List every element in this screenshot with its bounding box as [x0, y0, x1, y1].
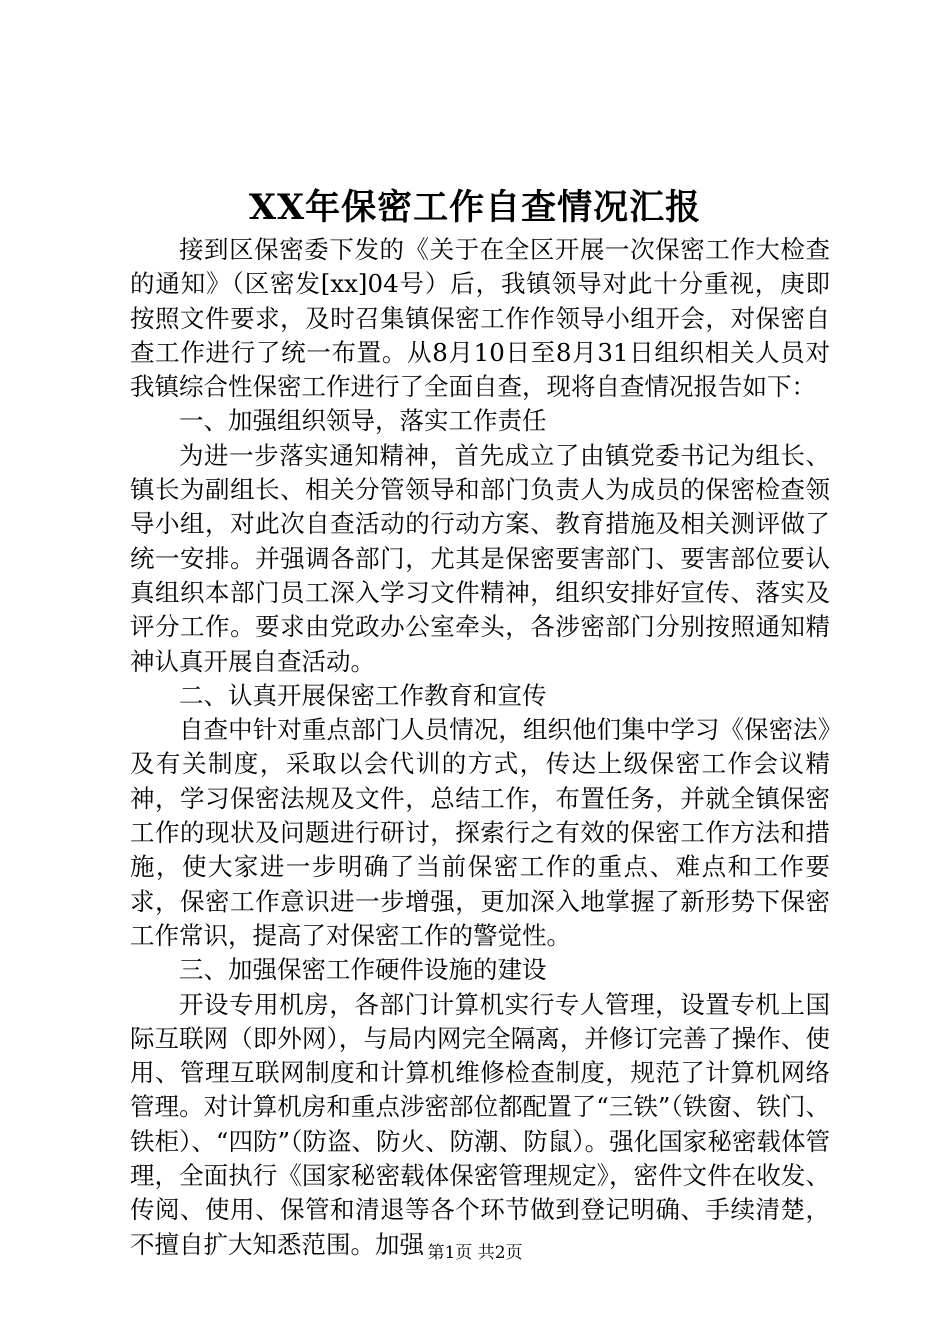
document-title: XX年保密工作自查情况汇报 — [248, 187, 702, 228]
section-3-paragraph: 开设专用机房，各部门计算机实行专人管理，设置专机上国际互联网（即外网），与局内网完全隔离，并修订完善了操作、使用、管理互联网制度和计算机维修检查制度，规范了计算机网络管理。对计算机房和重点涉密部位都配置了“三铁”（铁窗、铁门、铁柜）、“四防”（防盗、防火、防潮、防鼠）。强化国家秘密载体管理，全面执行《国家秘密载体保密管理规定》，密件文件在收发、传阅、使用、保管和清退等各个环节做到登记明确、手续清楚，不擅自扩大知悉范围。加强 — [130, 989, 830, 1259]
page-number-footer: 第1页 共2页 — [427, 1243, 523, 1263]
section-2-paragraph: 自查中针对重点部门人员情况，组织他们集中学习《保密法》及有关制度，采取以会代训的方式，传达上级保密工作会议精神，学习保密法规及文件，总结工作，布置任务，并就全镇保密工作的现状及问题进行研讨，探索行之有效的保密工作方法和措施，使大家进一步明确了当前保密工作的重点、难点和工作要求，保密工作意识进一步增强，更加深入地掌握了新形势下保密工作常识，提高了对保密工作的警觉性。 — [130, 715, 830, 950]
section-3-heading: 三、加强保密工作硬件设施的建设 — [179, 955, 547, 985]
intro-paragraph: 接到区保密委下发的《关于在全区开展一次保密工作大检查的通知》（区密发[xx]04号）后，我镇领导对此十分重视，庚即按照文件要求，及时召集镇保密工作作领导小组开会，对保密自查工作进行了统一布置。从8月10日至8月31日组织相关人员对我镇综合性保密工作进行了全面自查，现将自查情况报告如下： — [130, 235, 830, 402]
section-1-heading: 一、加强组织领导，落实工作责任 — [179, 406, 547, 436]
document-body — [130, 233, 830, 1262]
section-2-heading: 二、认真开展保密工作教育和宣传 — [179, 680, 547, 710]
section-1-paragraph: 为进一步落实通知精神，首先成立了由镇党委书记为组长、镇长为副组长、相关分管领导和部门负责人为成员的保密检查领导小组，对此次自查活动的行动方案、教育措施及相关测评做了统一安排。并强调各部门，尤其是保密要害部门、要害部位要认真组织本部门员工深入学习文件精神，组织安排好宣传、落实及评分工作。要求由党政办公室牵头，各涉密部门分别按照通知精神认真开展自查活动。 — [130, 440, 830, 676]
